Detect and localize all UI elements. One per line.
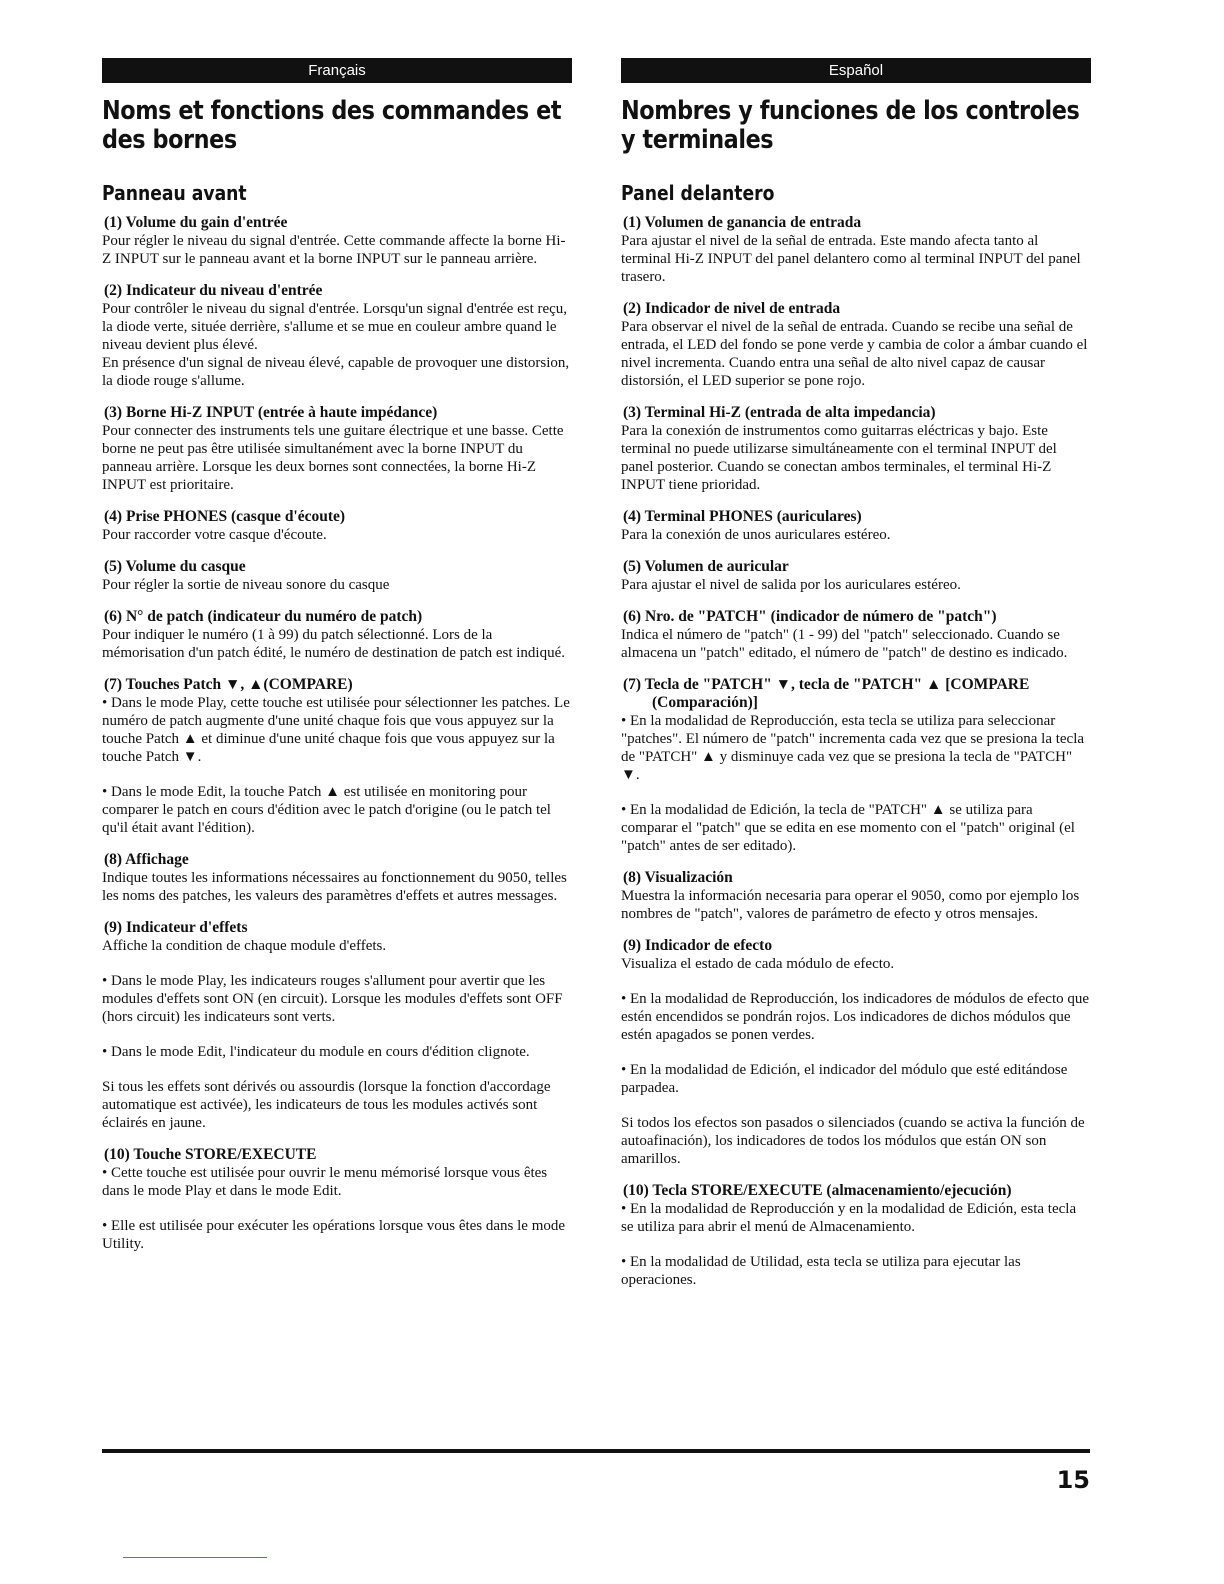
- section-title-french: Panneau avant: [102, 181, 247, 205]
- item-title: (3) Terminal Hi-Z (entrada de alta impedancia): [623, 404, 936, 421]
- item-text: Para ajustar el nivel de la señal de entrada. Este mando afecta tanto al terminal Hi-Z INPUT del panel delantero como al terminal INPUT del panel trasero.: [621, 233, 1081, 285]
- item-title: (2) Indicateur du niveau d'entrée: [104, 282, 323, 299]
- list-item: [102, 675, 572, 837]
- list-item: [621, 213, 1091, 286]
- item-title: (5) Volume du casque: [104, 558, 246, 575]
- item-title: (9) Indicateur d'effets: [104, 919, 248, 936]
- item-text: En présence d'un signal de niveau élevé, capable de provoquer une distorsion, la diode rouge s'allume.: [102, 355, 570, 389]
- page-title-french: Noms et fonctions des commandes et des bornes: [102, 96, 562, 155]
- item-text: Para ajustar el nivel de salida por los auriculares estéreo.: [621, 577, 961, 593]
- list-item: [102, 607, 572, 662]
- language-header-spanish: Español: [621, 58, 1091, 83]
- item-text: Pour contrôler le niveau du signal d'entrée. Lorsqu'un signal d'entrée est reçu, la diode verte, située derrière, s'allume et se mue en couleur ambre quand le niveau devient plus élevé.: [102, 301, 568, 353]
- list-item: [102, 850, 572, 905]
- list-item: [102, 403, 572, 494]
- item-text: Pour raccorder votre casque d'écoute.: [102, 527, 327, 543]
- page-title-spanish: Nombres y funciones de los controles y terminales: [621, 96, 1080, 155]
- item-title: (7) Touches Patch ▼, ▲(COMPARE): [104, 676, 353, 693]
- list-item: [621, 1181, 1091, 1289]
- item-title-continued: (Comparación)]: [652, 694, 758, 711]
- item-title: (6) Nro. de "PATCH" (indicador de número de "patch"): [623, 608, 997, 625]
- item-text: Para la conexión de unos auriculares estéreo.: [621, 527, 891, 543]
- item-title: (1) Volume du gain d'entrée: [104, 214, 288, 231]
- item-title: (5) Volumen de auricular: [623, 558, 789, 575]
- item-text: • Elle est utilisée pour exécuter les opérations lorsque vous êtes dans le mode Utility.: [102, 1218, 566, 1252]
- item-text: Para la conexión de instrumentos como guitarras eléctricas y bajo. Este terminal no puede utilizarse simultáneamente con el terminal INPUT del panel posterior. Cuando se conectan ambos terminales, el terminal Hi-Z INPUT tiene prioridad.: [621, 423, 1057, 493]
- item-text: • Dans le mode Play, les indicateurs rouges s'allument pour avertir que les modules d'effets sont ON (en circuit). Lorsque les modules d'effets sont OFF (hors circuit) les indicateurs sont verts.: [102, 973, 563, 1025]
- item-title: (6) N° de patch (indicateur du numéro de patch): [104, 608, 423, 625]
- list-item: [621, 403, 1091, 494]
- item-text: • Dans le mode Play, cette touche est utilisée pour sélectionner les patches. Le numéro de patch augmente d'une unité chaque fois que vous appuyez sur la touche Patch ▲ et diminue d'une unité chaque fois que vous appuyez sur la touche Patch ▼.: [102, 695, 570, 765]
- list-item: [102, 281, 572, 390]
- item-text: • En la modalidad de Reproducción, los indicadores de módulos de efecto que estén encendidos se pondrán rojos. Los indicadores de dichos módulos que estén apagados se ponen verdes.: [621, 991, 1090, 1043]
- scan-artifact-line: [123, 1557, 267, 1558]
- item-text: Indica el número de "patch" (1 - 99) del "patch" seleccionado. Cuando se almacena un "patch" editado, el número de "patch" de destino es indicado.: [621, 627, 1068, 661]
- item-text: • En la modalidad de Edición, la tecla de "PATCH" ▲ se utiliza para comparar el "patch" que se edita en ese momento con el "patch" original (el "patch" antes de ser editado).: [621, 802, 1075, 854]
- item-text: Si todos los efectos son pasados o silenciados (cuando se activa la función de autoafinación), los indicadores de todos los módulos que están ON son amarillos.: [621, 1115, 1085, 1167]
- item-title: (10) Tecla STORE/EXECUTE (almacenamiento/ejecución): [623, 1182, 1012, 1199]
- list-item: [621, 936, 1091, 1168]
- item-text: • Dans le mode Edit, la touche Patch ▲ est utilisée en monitoring pour comparer le patch en cours d'édition avec le patch d'origine (ou le patch tel qu'il était avant l'édition).: [102, 784, 551, 836]
- item-text: • En la modalidad de Reproducción, esta tecla se utiliza para seleccionar "patches". El número de "patch" incrementa cada vez que se presiona la tecla de "PATCH" ▲ y disminuye cada vez que se presiona la tecla de "PATCH" ▼.: [621, 713, 1085, 783]
- list-item: [621, 299, 1091, 390]
- item-title: (8) Affichage: [104, 851, 189, 868]
- item-title: (2) Indicador de nivel de entrada: [623, 300, 841, 317]
- list-item: [102, 918, 572, 1132]
- item-text: Pour connecter des instruments tels une guitare électrique et une basse. Cette borne ne peut pas être utilisée simultanément avec la borne INPUT du panneau arrière. Lorsque les deux bornes sont connectées, la borne Hi-Z INPUT est prioritaire.: [102, 423, 564, 493]
- section-title-spanish: Panel delantero: [621, 181, 775, 205]
- item-title: (9) Indicador de efecto: [623, 937, 773, 954]
- page-number: 15: [1056, 1466, 1090, 1494]
- item-text: Si tous les effets sont dérivés ou assourdis (lorsque la fonction d'accordage automatique est activée), les indicateurs de tous les modules activés sont éclairés en jaune.: [102, 1079, 551, 1131]
- item-text: Affiche la condition de chaque module d'effets.: [102, 938, 387, 954]
- item-text: • En la modalidad de Utilidad, esta tecla se utiliza para ejecutar las operaciones.: [621, 1254, 1021, 1288]
- list-item: [621, 557, 1091, 594]
- item-title: (3) Borne Hi-Z INPUT (entrée à haute impédance): [104, 404, 438, 421]
- item-text: Indique toutes les informations nécessaires au fonctionnement du 9050, telles les noms des patches, les valeurs des paramètres d'effets et autres messages.: [102, 870, 567, 904]
- item-text: • Cette touche est utilisée pour ouvrir le menu mémorisé lorsque vous êtes dans le mode Play et dans le mode Edit.: [102, 1165, 548, 1199]
- list-item: [102, 1145, 572, 1253]
- list-item: [102, 507, 572, 544]
- item-text: • En la modalidad de Reproducción y en la modalidad de Edición, esta tecla se utiliza para abrir el menú de Almacenamiento.: [621, 1201, 1077, 1235]
- list-item: [621, 868, 1091, 923]
- item-text: • En la modalidad de Edición, el indicador del módulo que esté editándose parpadea.: [621, 1062, 1068, 1096]
- french-column: [102, 58, 572, 1266]
- item-title: (10) Touche STORE/EXECUTE: [104, 1146, 317, 1163]
- language-header-french: Français: [102, 58, 572, 83]
- item-text: • Dans le mode Edit, l'indicateur du module en cours d'édition clignote.: [102, 1044, 530, 1060]
- item-title: (7) Tecla de "PATCH" ▼, tecla de "PATCH" ▲ [COMPARE: [623, 676, 1030, 693]
- item-title: (4) Terminal PHONES (auriculares): [623, 508, 862, 525]
- list-item: [102, 557, 572, 594]
- list-item: [621, 507, 1091, 544]
- item-title: (4) Prise PHONES (casque d'écoute): [104, 508, 346, 525]
- bottom-divider: [102, 1449, 1090, 1453]
- list-item: [621, 607, 1091, 662]
- item-text: Pour régler le niveau du signal d'entrée. Cette commande affecte la borne Hi-Z INPUT sur le panneau avant et la borne INPUT sur le panneau arrière.: [102, 233, 566, 267]
- item-title: (1) Volumen de ganancia de entrada: [623, 214, 862, 231]
- spanish-column: [621, 58, 1091, 1302]
- item-text: Pour indiquer le numéro (1 à 99) du patch sélectionné. Lors de la mémorisation d'un patch édité, le numéro de destination de patch est indiqué.: [102, 627, 565, 661]
- item-text: Pour régler la sortie de niveau sonore du casque: [102, 577, 390, 593]
- item-title: (8) Visualización: [623, 869, 733, 886]
- list-item: [102, 213, 572, 268]
- item-text: Muestra la información necesaria para operar el 9050, como por ejemplo los nombres de "patch", valores de parámetro de efecto y otros mensajes.: [621, 888, 1080, 922]
- item-text: Visualiza el estado de cada módulo de efecto.: [621, 956, 895, 972]
- list-item: [621, 675, 1091, 855]
- item-text: Para observar el nivel de la señal de entrada. Cuando se recibe una señal de entrada, el LED del fondo se pone verde y cambia de color a ámbar cuando el nivel incrementa. Cuando entra una señal de alto nivel capaz de causar distorsión, el LED superior se pone rojo.: [621, 319, 1088, 389]
